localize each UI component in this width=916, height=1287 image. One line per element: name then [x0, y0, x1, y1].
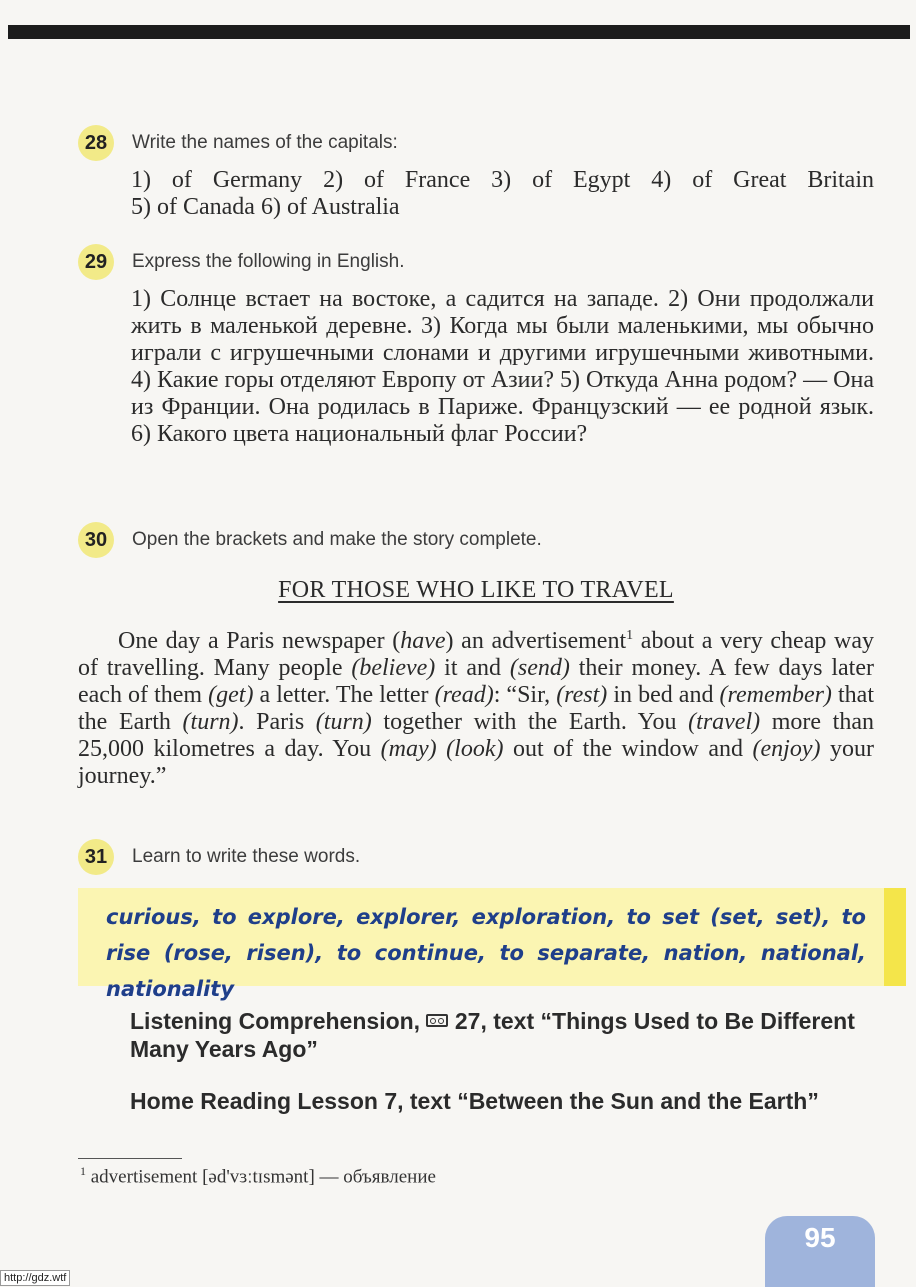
cd-icon	[426, 1014, 448, 1027]
story-text-segment: ) an advertisement	[445, 628, 627, 654]
text-line: 1) of Germany 2) of France 3) of Egypt 4) of Great Britain	[131, 167, 874, 193]
listening-label: Listening Comprehension,	[130, 1008, 421, 1034]
exercise-instruction: Learn to write these words.	[132, 846, 361, 867]
bracket-verb: (may)	[380, 736, 437, 762]
vocabulary-words: curious, to explore, explorer, exploration, to set (set, set), to rise (rose, risen), to continue, to separate, nation, national, nationality	[106, 905, 866, 1001]
exercise-29-text	[131, 286, 874, 448]
russian-paragraph: 1) Солнце встает на востоке, а садится на западе. 2) Они продолжали жить в маленькой деревне. 3) Когда мы были маленькими, мы обычно играли с игрушечными слонами и другими игрушечными животными. 4) Какие горы отделяют Европу от Азии? 5) Откуда Анна родом? — Она из Франции. Она родилась в Париже. Французский — ее родной язык. 6) Какого цвета национальный флаг России?	[131, 286, 874, 447]
story-text-segment: more than 25,000 kilometres a day. You	[78, 709, 874, 762]
bracket-verb: (turn)	[315, 709, 372, 735]
story-text-segment	[437, 736, 447, 762]
footnote-rule	[78, 1158, 182, 1159]
bracket-verb: (believe)	[351, 655, 436, 681]
bracket-verb: (remember)	[719, 682, 832, 708]
exercise-number-badge: 29	[78, 244, 114, 280]
story-text-segment: that the Earth	[78, 682, 874, 735]
bracket-verb: have	[400, 628, 446, 654]
exercise-instruction: Open the brackets and make the story complete.	[132, 529, 542, 550]
page-number-tab	[765, 1216, 875, 1287]
story-text-segment: : “Sir,	[493, 682, 557, 708]
exercise-28-text	[131, 167, 874, 221]
story-text-segment: out of the window and	[503, 736, 753, 762]
story-text-segment: together with the Earth. You	[371, 709, 689, 735]
watermark-link[interactable]: http://gdz.wtf	[0, 1270, 70, 1286]
exercise-number-badge: 30	[78, 522, 114, 558]
home-reading: Home Reading Lesson 7, text “Between the Sun and the Earth”	[130, 1088, 819, 1114]
story-text-segment: . Paris	[238, 709, 316, 735]
story-text-segment: about a very cheap way of travelling. Many people	[78, 628, 874, 681]
bracket-verb: (rest)	[556, 682, 608, 708]
bracket-verb: (get)	[208, 682, 254, 708]
story-text-segment: One day a Paris newspaper (	[118, 628, 401, 654]
story-text-segment: in bed and	[607, 682, 720, 708]
listening-comprehension	[130, 1007, 874, 1063]
story-text-segment: it and	[435, 655, 510, 681]
listening-title: 27, text “Things Used to Be Different Many Years Ago”	[130, 1008, 855, 1062]
top-edge-bar	[8, 25, 910, 39]
story-text-segment: their money. A few days later each of them	[78, 655, 874, 708]
exercise-number-badge: 31	[78, 839, 114, 875]
bracket-verb: (send)	[509, 655, 570, 681]
bracket-verb: (read)	[434, 682, 494, 708]
bracket-verb: (enjoy)	[752, 736, 821, 762]
bracket-verb: (look)	[446, 736, 504, 762]
exercise-number-badge: 28	[78, 125, 114, 161]
exercise-instruction: Write the names of the capitals:	[132, 132, 398, 153]
story-text	[78, 622, 874, 790]
page-number: 95	[804, 1222, 836, 1253]
story-text-segment: a letter. The letter	[253, 682, 435, 708]
footnote-text: advertisement [əd'vɜːtɪsmənt] — объявление	[90, 1166, 436, 1188]
exercise-instruction: Express the following in English.	[132, 251, 405, 272]
story-title: FOR THOSE WHO LIKE TO TRAVEL	[278, 577, 674, 603]
text-line: 5) of Canada 6) of Australia	[131, 194, 400, 220]
bracket-verb: (turn)	[182, 709, 239, 735]
bracket-verb: (travel)	[688, 709, 761, 735]
footnote-marker: 1	[626, 628, 634, 643]
story-text-segment: your journey.”	[78, 736, 875, 789]
footnote-number: 1	[80, 1164, 86, 1178]
vocabulary-box	[78, 888, 906, 1001]
footnote	[80, 1164, 436, 1188]
